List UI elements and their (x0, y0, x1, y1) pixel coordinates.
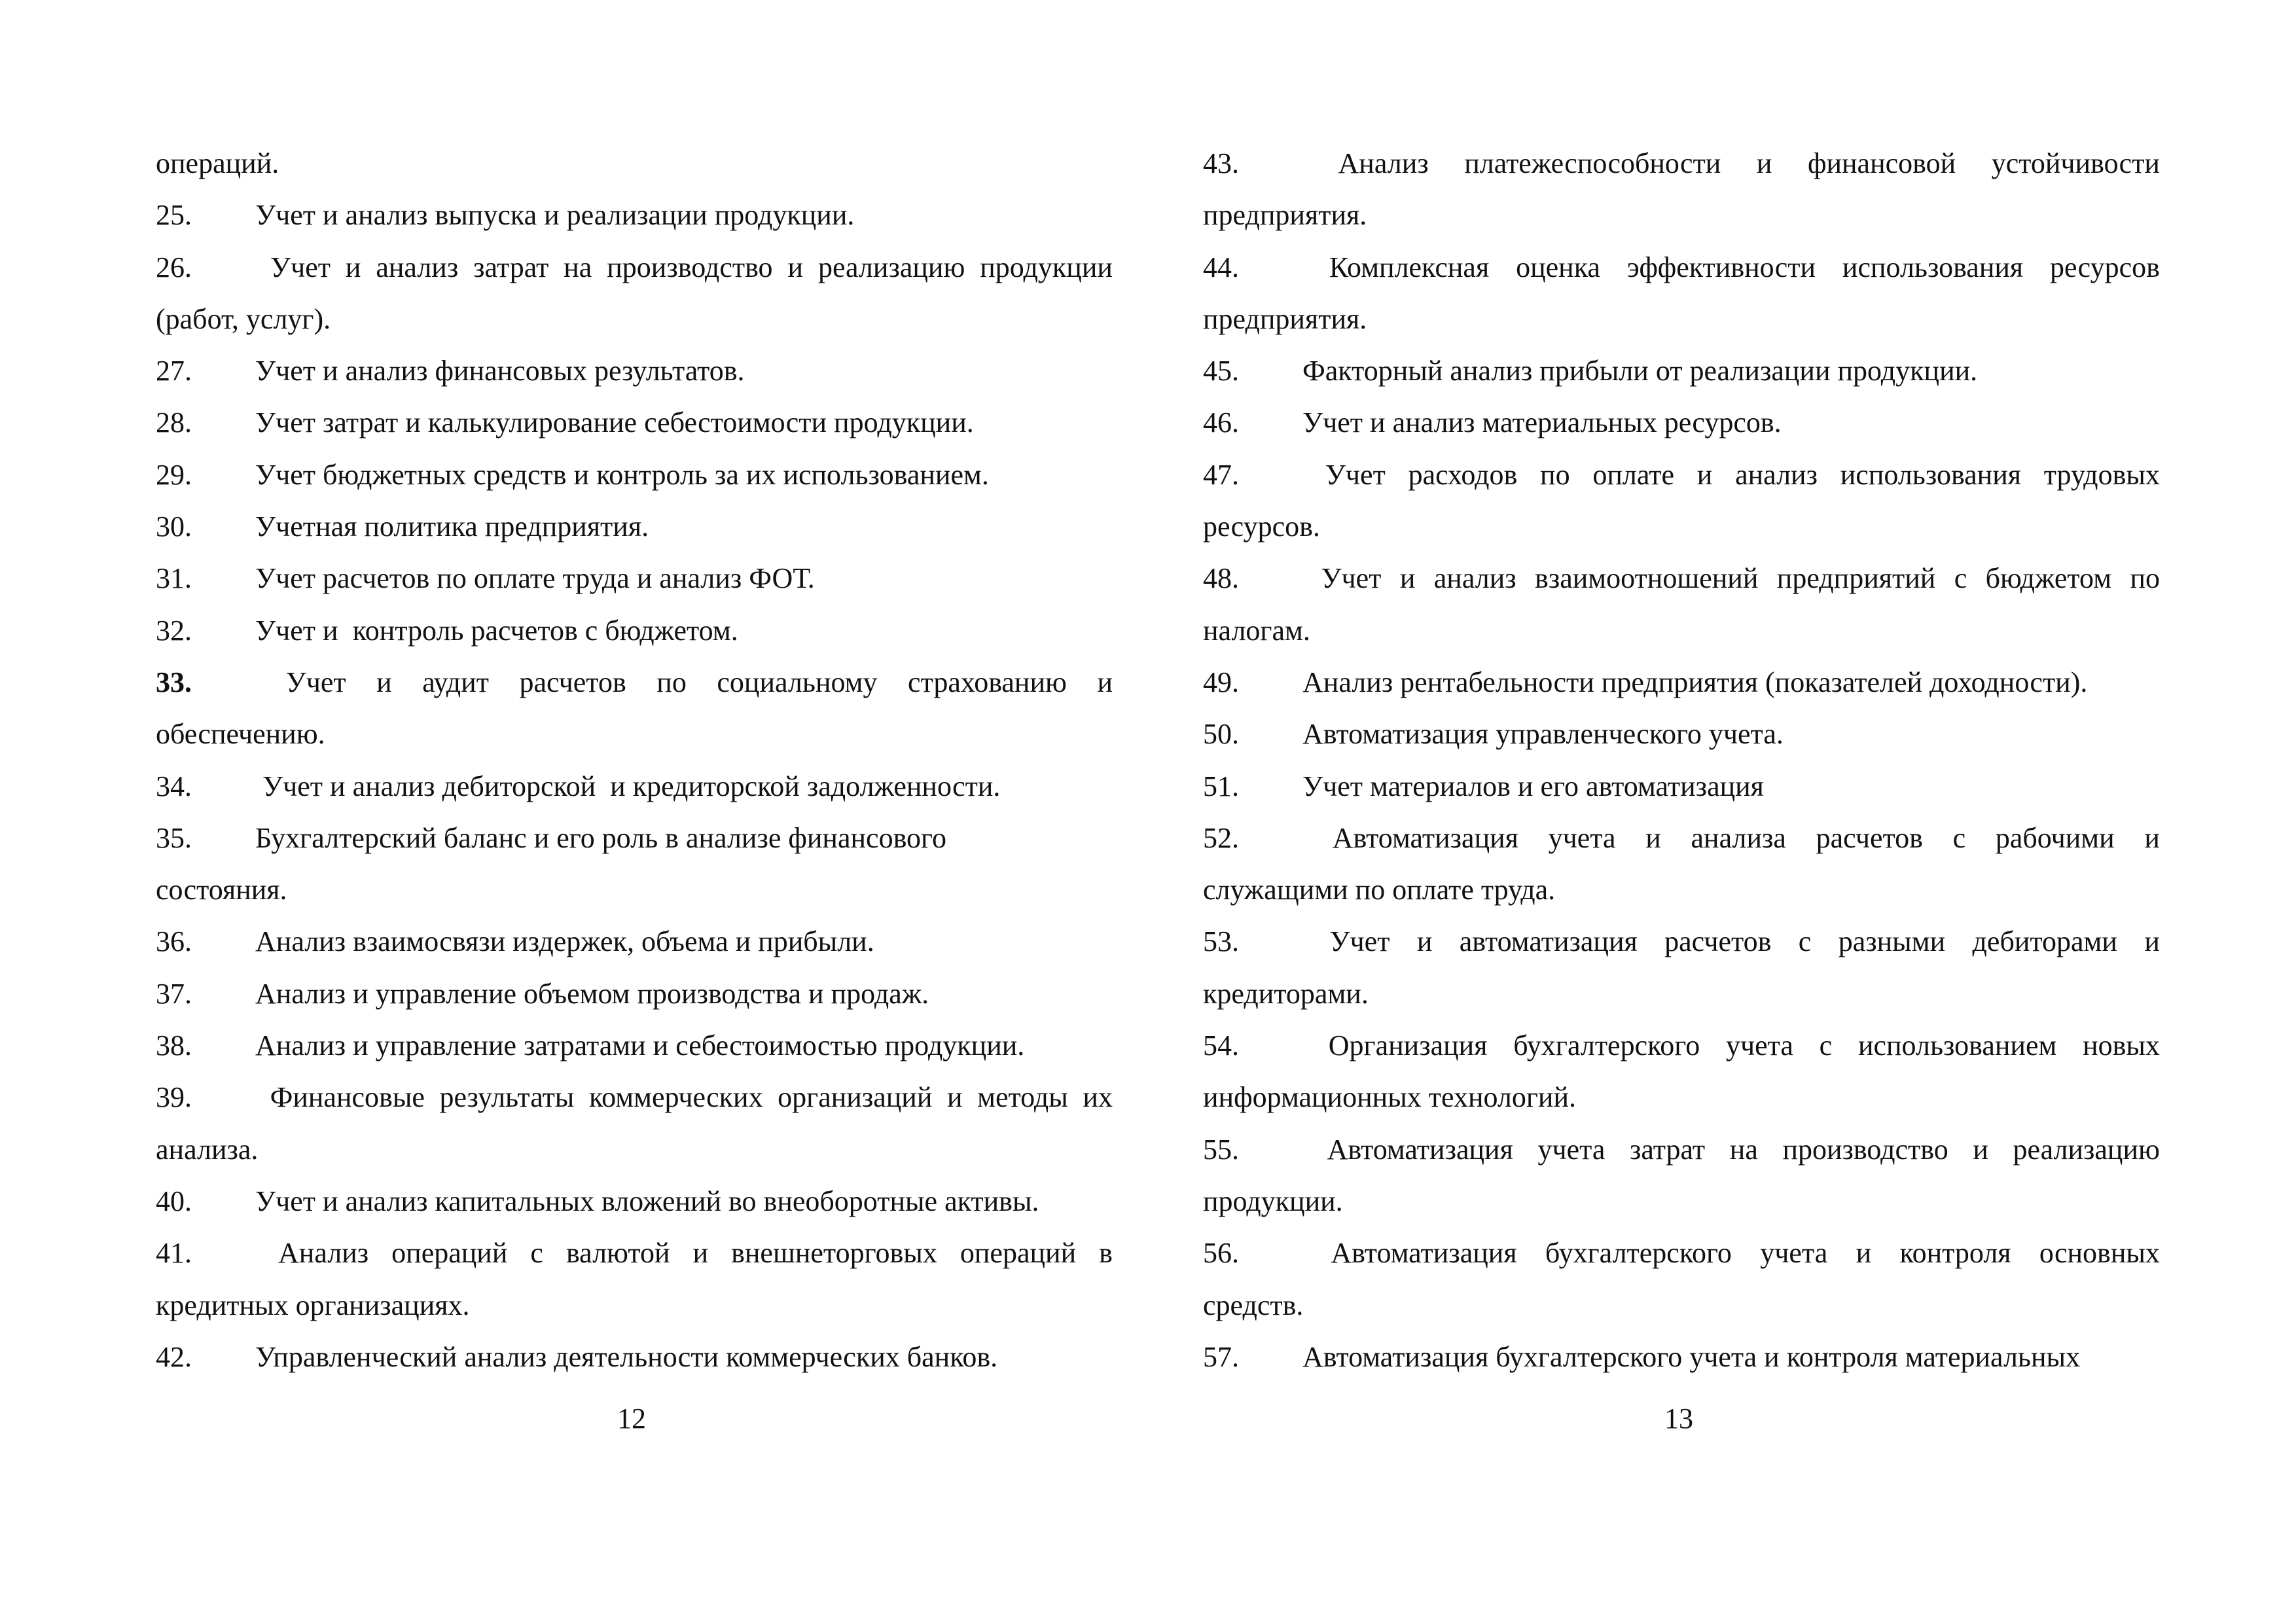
list-line (156, 708, 1113, 760)
item-word: затрат (473, 251, 549, 283)
item-word: Анализ (278, 1237, 369, 1270)
item-word: и (1856, 1237, 1872, 1270)
list-line (156, 760, 1113, 812)
item-text: Учет и анализ материальных ресурсов. (1302, 406, 1782, 439)
item-word: бюджетом (1985, 562, 2112, 595)
list-line (156, 1331, 1113, 1383)
item-word: страхованию (908, 666, 1067, 698)
item-word: расходов (1408, 458, 1518, 491)
item-word: контроля (1899, 1237, 2011, 1270)
item-word: ресурсов (2050, 251, 2160, 283)
item-text: Автоматизация бухгалтерского учета и контроля материальных (1302, 1340, 2081, 1373)
item-text: Учет бюджетных средств и контроль за их использованием. (255, 458, 989, 491)
item-word: и (692, 1237, 709, 1270)
list-line (1203, 1071, 2160, 1123)
item-word: операций (960, 1237, 1077, 1270)
item-word: и (1973, 1133, 1988, 1166)
item-word: и (946, 1081, 963, 1114)
list-line (156, 137, 1113, 189)
list-line (1203, 241, 2160, 293)
item-word: Учет (285, 666, 346, 698)
item-word: Автоматизация (1331, 1237, 1517, 1270)
item-word: с (1819, 1029, 1833, 1062)
item-word: результаты (439, 1081, 575, 1114)
item-word: с (1954, 562, 1967, 595)
list-line (1203, 968, 2160, 1020)
item-word: анализ (1735, 458, 1818, 491)
continuation-text: информационных технологий. (1203, 1081, 1577, 1114)
item-word: с (530, 1237, 543, 1270)
item-number: 53. (1203, 925, 1239, 958)
item-number: 42. (156, 1340, 192, 1373)
item-word: на (564, 251, 592, 283)
list-line (1203, 1227, 2160, 1279)
item-word: разными (1838, 925, 1946, 958)
list-line (1203, 708, 2160, 760)
item-number: 36. (156, 925, 192, 958)
continuation-text: ресурсов. (1203, 510, 1320, 543)
item-word: использования (1842, 251, 2024, 283)
item-text: Учет расчетов по оплате труда и анализ ФОТ. (255, 562, 815, 595)
list-line (156, 1124, 1113, 1175)
item-word: и (1645, 821, 1661, 854)
item-word: анализ (1433, 562, 1516, 595)
left-page-number: 12 (617, 1402, 646, 1435)
item-word: предприятий (1776, 562, 1936, 595)
list-line (156, 449, 1113, 501)
item-word: на (1729, 1133, 1758, 1166)
continuation-text: предприятия. (1203, 199, 1367, 232)
item-text: Автоматизация управленческого учета. (1302, 718, 1784, 751)
list-line (156, 656, 1113, 708)
item-word: учета (1548, 821, 1616, 854)
list-line (156, 1071, 1113, 1123)
list-line (156, 552, 1113, 604)
item-word: коммерческих (588, 1081, 763, 1114)
item-word: внешнеторговых (731, 1237, 937, 1270)
item-text: Бухгалтерский баланс и его роль в анализе финансового (255, 821, 946, 854)
item-word: расчетов (1664, 925, 1772, 958)
list-line (1203, 656, 2160, 708)
item-word: по (656, 666, 687, 698)
list-line (156, 1279, 1113, 1331)
continuation-text: предприятия. (1203, 302, 1367, 335)
item-word: расчетов (1816, 821, 1923, 854)
list-line (156, 501, 1113, 552)
list-line (156, 293, 1113, 345)
list-line (156, 968, 1113, 1020)
item-word: устойчивости (1991, 147, 2160, 179)
list-line (1203, 812, 2160, 864)
item-number: 27. (156, 355, 192, 387)
item-text: Анализ и управление затратами и себестоимостью продукции. (255, 1029, 1025, 1062)
item-word: по (2130, 562, 2160, 595)
continuation-text: операций. (156, 147, 279, 179)
item-word: и (2144, 925, 2160, 958)
item-word: Анализ (1338, 147, 1429, 179)
item-number: 50. (1203, 718, 1239, 751)
item-number: 28. (156, 406, 192, 439)
item-text: Учет материалов и его автоматизация (1302, 770, 1764, 802)
item-word: и (345, 251, 361, 283)
list-line (156, 916, 1113, 967)
item-word: и (1696, 458, 1713, 491)
item-word: автоматизация (1459, 925, 1638, 958)
item-word: организаций (778, 1081, 933, 1114)
item-text: Учет и анализ капитальных вложений во внеоборотные активы. (255, 1185, 1039, 1217)
list-line (156, 864, 1113, 916)
item-word: Учет (1321, 562, 1382, 595)
item-number: 47. (1203, 458, 1239, 491)
list-line (1203, 137, 2160, 189)
continuation-text: анализа. (156, 1133, 259, 1166)
item-word: валютой (565, 1237, 670, 1270)
item-number: 34. (156, 770, 192, 802)
item-word: финансовой (1807, 147, 1956, 179)
item-text: Учет и анализ финансовых результатов. (255, 355, 745, 387)
list-line (156, 241, 1113, 293)
item-word: затрат (1630, 1133, 1706, 1166)
item-word: реализацию (2013, 1133, 2160, 1166)
item-number: 43. (1203, 147, 1239, 179)
item-word: с (1798, 925, 1812, 958)
item-text: Анализ и управление объемом производства и продаж. (255, 977, 929, 1010)
item-word: Комплексная (1329, 251, 1490, 283)
item-number: 41. (156, 1237, 192, 1270)
item-text: Учетная политика предприятия. (255, 510, 649, 543)
list-line (1203, 449, 2160, 501)
item-text: Учет и анализ дебиторской и кредиторской задолженности. (255, 770, 1001, 802)
item-word: Учет (1329, 925, 1390, 958)
item-text: Учет затрат и калькулирование себестоимости продукции. (255, 406, 974, 439)
item-word: в (1099, 1237, 1113, 1270)
continuation-text: служащими по оплате труда. (1203, 874, 1556, 906)
item-word: платежеспособности (1464, 147, 1721, 179)
item-number: 55. (1203, 1133, 1239, 1166)
list-line (156, 812, 1113, 864)
item-word: взаимоотношений (1535, 562, 1759, 595)
continuation-text: обеспечению. (156, 718, 325, 751)
item-number: 32. (156, 614, 192, 647)
item-word: их (1083, 1081, 1113, 1114)
item-word: и (1097, 666, 1113, 698)
item-number: 48. (1203, 562, 1239, 595)
item-word: по (1540, 458, 1570, 491)
item-number: 25. (156, 199, 192, 232)
item-word: бухгалтерского (1513, 1029, 1700, 1062)
item-text: Факторный анализ прибыли от реализации продукции. (1302, 355, 1978, 387)
item-word: Учет (270, 251, 331, 283)
list-line (1203, 345, 2160, 397)
item-word: и (1756, 147, 1772, 179)
item-number: 38. (156, 1029, 192, 1062)
list-line (1203, 1279, 2160, 1331)
item-word: рабочими (1995, 821, 2115, 854)
continuation-text: (работ, услуг). (156, 302, 331, 335)
item-number: 39. (156, 1081, 192, 1114)
left-page (156, 137, 1113, 1383)
item-word: использования (1840, 458, 2021, 491)
continuation-text: кредитных организациях. (156, 1289, 470, 1321)
item-word: и (376, 666, 392, 698)
item-number: 54. (1203, 1029, 1239, 1062)
item-word: производство (607, 251, 773, 283)
list-line (1203, 501, 2160, 552)
item-number: 35. (156, 821, 192, 854)
list-line (156, 1175, 1113, 1227)
list-line (1203, 1175, 2160, 1227)
list-line (156, 1020, 1113, 1071)
list-line (1203, 397, 2160, 448)
continuation-text: налогам. (1203, 614, 1310, 647)
item-word: новых (2083, 1029, 2160, 1062)
item-word: с (1952, 821, 1966, 854)
item-number: 26. (156, 251, 192, 283)
item-word: дебиторами (1972, 925, 2117, 958)
item-text: Учет и анализ выпуска и реализации продукции. (255, 199, 855, 232)
item-word: расчетов (519, 666, 626, 698)
continuation-text: кредиторами. (1203, 977, 1369, 1010)
item-text: Анализ взаимосвязи издержек, объема и прибыли. (255, 925, 874, 958)
continuation-text: средств. (1203, 1289, 1304, 1321)
item-word: и (787, 251, 804, 283)
list-line (156, 1227, 1113, 1279)
item-text: Учет и контроль расчетов с бюджетом. (255, 614, 738, 647)
item-number: 52. (1203, 821, 1239, 854)
list-line (156, 189, 1113, 241)
item-word: и (1416, 925, 1433, 958)
item-word: учета (1537, 1133, 1605, 1166)
list-line (156, 397, 1113, 448)
item-number: 31. (156, 562, 192, 595)
item-word: использованием (1857, 1029, 2057, 1062)
list-line (1203, 760, 2160, 812)
list-line (1203, 1020, 2160, 1071)
item-word: и (1399, 562, 1416, 595)
item-number: 45. (1203, 355, 1239, 387)
continuation-text: продукции. (1203, 1185, 1343, 1217)
item-word: Автоматизация (1332, 821, 1518, 854)
item-word: производство (1782, 1133, 1948, 1166)
item-word: Учет (1325, 458, 1386, 491)
list-line (156, 345, 1113, 397)
item-number: 51. (1203, 770, 1239, 802)
list-line (1203, 552, 2160, 604)
item-number: 37. (156, 977, 192, 1010)
item-number: 49. (1203, 666, 1239, 698)
item-word: анализа (1691, 821, 1786, 854)
item-number: 46. (1203, 406, 1239, 439)
item-word: и (2144, 821, 2160, 854)
list-line (1203, 1124, 2160, 1175)
item-word: бухгалтерского (1545, 1237, 1732, 1270)
item-word: оплате (1592, 458, 1675, 491)
item-word: оценка (1516, 251, 1600, 283)
list-line (1203, 1331, 2160, 1383)
item-word: методы (977, 1081, 1068, 1114)
item-number: 40. (156, 1185, 192, 1217)
item-number: 44. (1203, 251, 1239, 283)
item-word: социальному (717, 666, 878, 698)
item-number: 57. (1203, 1340, 1239, 1373)
item-text: Управленческий анализ деятельности коммерческих банков. (255, 1340, 998, 1373)
continuation-text: состояния. (156, 874, 287, 906)
item-word: аудит (422, 666, 489, 698)
item-word: Организация (1328, 1029, 1488, 1062)
item-word: анализ (376, 251, 459, 283)
list-line (1203, 916, 2160, 967)
item-word: продукции (980, 251, 1113, 283)
list-line (1203, 293, 2160, 345)
item-word: Автоматизация (1327, 1133, 1513, 1166)
item-word: учета (1725, 1029, 1793, 1062)
list-line (1203, 189, 2160, 241)
right-page (1203, 137, 2160, 1383)
item-text: Анализ рентабельности предприятия (показателей доходности). (1302, 666, 2088, 698)
item-word: эффективности (1626, 251, 1816, 283)
item-word: учета (1760, 1237, 1828, 1270)
item-word: трудовых (2043, 458, 2160, 491)
list-line (156, 605, 1113, 656)
item-word: основных (2039, 1237, 2160, 1270)
item-number: 33. (156, 666, 192, 698)
list-line (1203, 605, 2160, 656)
item-number: 30. (156, 510, 192, 543)
item-word: реализацию (817, 251, 965, 283)
item-word: операций (391, 1237, 508, 1270)
item-number: 29. (156, 458, 192, 491)
list-line (1203, 864, 2160, 916)
item-word: Финансовые (270, 1081, 425, 1114)
right-page-number: 13 (1664, 1402, 1693, 1435)
item-number: 56. (1203, 1237, 1239, 1270)
